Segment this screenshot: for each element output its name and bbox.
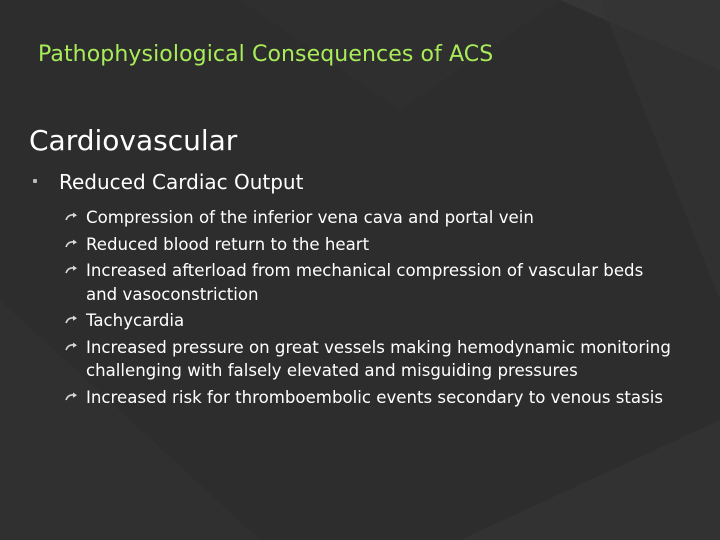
sub-bullet-item <box>65 386 677 410</box>
curved-arrow-icon <box>65 239 79 249</box>
bullet-dot-icon <box>33 179 37 183</box>
sub-bullet-text: Reduced blood return to the heart <box>86 234 370 254</box>
sub-bullet-text: Increased risk for thromboembolic events secondary to venous stasis <box>86 387 663 407</box>
sub-bullet-text: Tachycardia <box>86 311 185 330</box>
curved-arrow-icon <box>65 342 79 352</box>
sub-bullet-text: Increased afterload from mechanical compression of vascular beds and vasoconstriction <box>86 261 644 304</box>
curved-arrow-icon <box>65 315 79 325</box>
sub-bullet-text: Increased pressure on great vessels making hemodynamic monitoring challenging with falsely elevated and misguiding pressures <box>86 337 671 380</box>
bullet-text: Reduced Cardiac Output <box>59 170 304 194</box>
sub-bullet-text: Compression of the inferior vena cava and portal vein <box>86 208 534 227</box>
curved-arrow-icon <box>65 392 79 402</box>
curved-arrow-icon <box>65 212 79 222</box>
curved-arrow-icon <box>65 265 79 275</box>
sub-bullet-item <box>65 206 677 230</box>
slide-title: Pathophysiological Consequences of ACS <box>38 42 494 67</box>
sub-bullet-item <box>65 259 677 306</box>
sub-bullet-item <box>65 336 677 383</box>
sub-bullet-list <box>65 206 677 412</box>
sub-bullet-item <box>65 309 677 333</box>
sub-bullet-item <box>65 233 677 257</box>
section-heading: Cardiovascular <box>29 124 238 157</box>
